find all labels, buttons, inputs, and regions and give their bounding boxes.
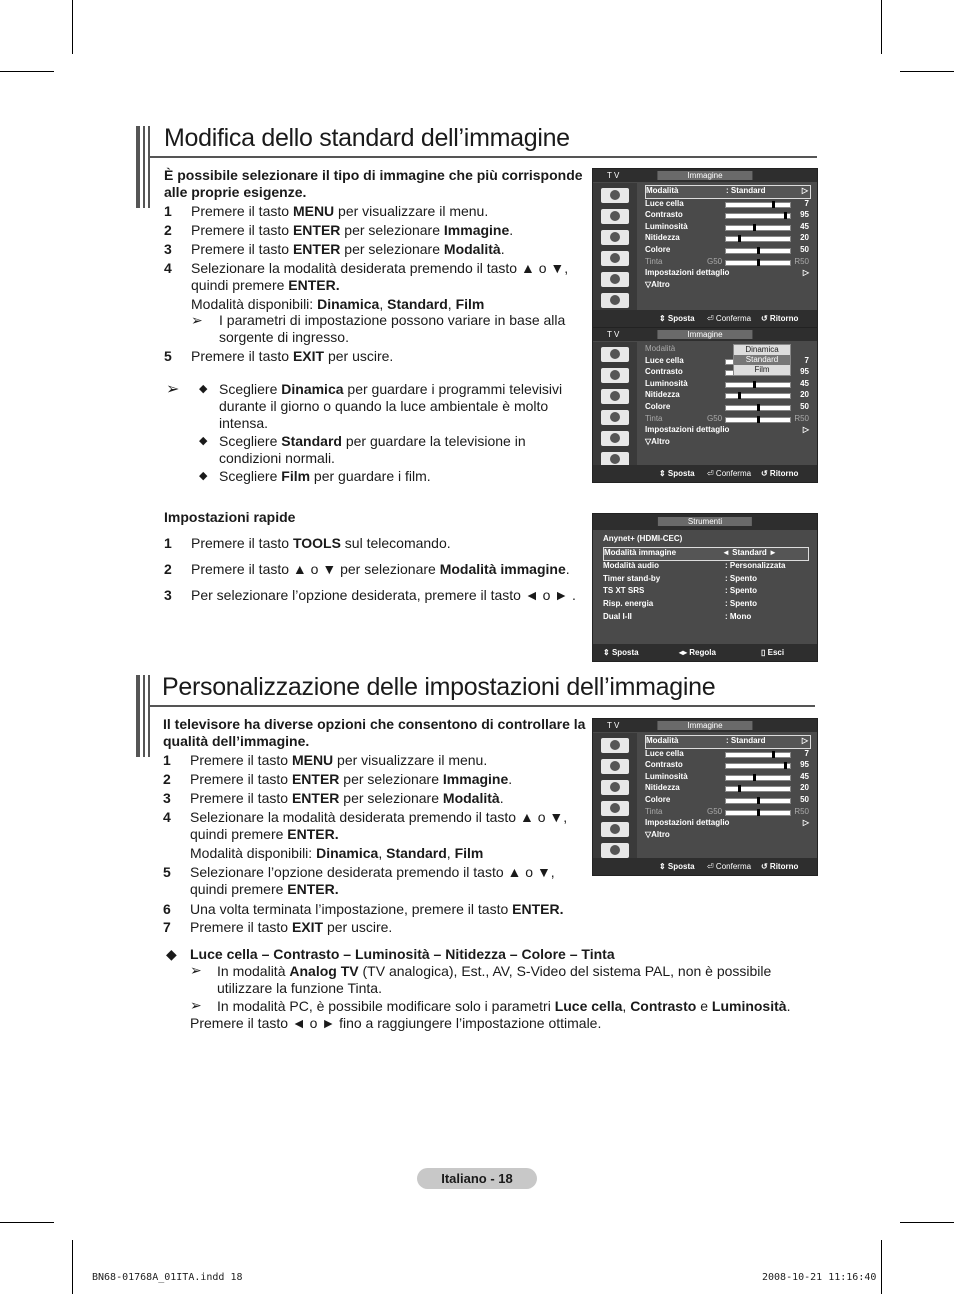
- step-number: 5: [164, 348, 172, 364]
- step-text: Per selezionare l’opzione desiderata, premere il tasto ◄ o ► .: [191, 587, 576, 603]
- note-analog: In modalità Analog TV (TV analogica), Est., AV, S-Video del sistema PAL, non è possibile utilizzare la funzione Tinta.: [217, 963, 772, 996]
- step-number: 6: [163, 901, 171, 917]
- title-rule: [150, 705, 815, 707]
- osd-row: Colore 50: [645, 401, 809, 411]
- osd-row: ▽Altro: [645, 436, 670, 446]
- osd-slider: [725, 225, 791, 231]
- osd-row: Modalità : Standard ▷: [645, 735, 811, 749]
- menu-category-icon: [601, 230, 629, 245]
- step-text: Premere il tasto TOOLS sul telecomando.: [191, 535, 451, 551]
- step-text: Premere il tasto ENTER per selezionare Immagine.: [191, 222, 514, 238]
- osd-row: Luce cella 7: [645, 748, 809, 758]
- menu-category-icon: [601, 822, 629, 837]
- osd-header: [593, 169, 817, 182]
- step-number: 2: [163, 771, 171, 787]
- osd-tv-label: T V: [607, 721, 620, 730]
- osd-title: Immagine: [657, 330, 752, 339]
- step-text: Premere il tasto MENU per visualizzare il menu.: [190, 752, 488, 768]
- osd-slider-knob: [757, 797, 760, 804]
- section-title: Modifica dello standard dell’immagine: [164, 124, 570, 152]
- osd-header: [593, 328, 817, 341]
- menu-category-icon: [601, 188, 629, 203]
- osd-row: Modalità: [645, 344, 676, 353]
- modes-line: Modalità disponibili: Dinamica, Standard, Film: [191, 296, 485, 312]
- date-slug: 2008-10-21 11:16:40: [762, 1272, 877, 1283]
- menu-category-icon: [601, 389, 629, 404]
- foot-move: Sposta: [611, 648, 639, 657]
- osd-slider: [725, 752, 791, 758]
- intro-text: È possibile selezionare il tipo di immagine che più corrisponde alle proprie esigenze.: [164, 167, 583, 200]
- osd-row: Impostazioni dettaglio ▷: [645, 268, 809, 278]
- osd-slider-knob: [772, 201, 775, 208]
- osd-slider-knob: [772, 751, 775, 758]
- tv-menu-screenshot: [592, 718, 818, 876]
- osd-slider-knob: [757, 259, 760, 266]
- osd-sidebar: [593, 183, 637, 310]
- tools-row: Modalità audio : Personalizzata: [603, 561, 786, 571]
- osd-sidebar: [593, 342, 637, 465]
- bullet-icon: ◆: [166, 946, 177, 962]
- tv-menu-screenshot: [592, 168, 818, 328]
- step-number: 3: [163, 790, 171, 806]
- osd-slider-knob: [757, 809, 760, 816]
- intro-text: Il televisore ha diverse opzioni che consentono di controllare la qualità dell’immagine.: [163, 716, 586, 749]
- section-title: Personalizzazione delle impostazioni dell’immagine: [162, 673, 716, 701]
- osd-slider-knob: [738, 392, 741, 399]
- osd-slider: [725, 417, 791, 423]
- menu-category-icon: [601, 209, 629, 224]
- osd-row: Nitidezza 20: [645, 390, 809, 400]
- osd-footer: ⇕ Sposta ⏎ Conferma ↺ Ritorno: [593, 858, 817, 875]
- step-number: 2: [164, 561, 172, 577]
- step-text: Premere il tasto ENTER per selezionare Immagine.: [190, 771, 513, 787]
- note-arrow-icon: ➢: [190, 962, 202, 978]
- osd-row: Contrasto 95: [645, 760, 809, 770]
- osd-footer: ⇕ Sposta ⏎ Conferma ↺ Ritorno: [593, 465, 817, 482]
- tools-menu-screenshot: Strumenti Anynet+ (HDMI-CEC) Modalità immagine ◄ Standard ► Modalità audio : Personalizzata Timer stand-by : Spento TS XT SRS : Spento Risp. energia : Spento Dual I-II : Mono ⇕ Sposta ◂▸ Regola ▯ Esci: [592, 513, 818, 662]
- note-text: I parametri di impostazione possono variare in base alla sorgente di ingresso.: [219, 312, 566, 345]
- osd-slider: [725, 405, 791, 411]
- menu-category-icon: [601, 738, 629, 753]
- step-number: 3: [164, 241, 172, 257]
- bullet-text: Scegliere Dinamica per guardare i programmi televisivi durante il giorno o quando la luce ambientale è molto intensa.: [219, 381, 563, 431]
- osd-tv-label: T V: [607, 330, 620, 339]
- osd-list: [645, 185, 811, 291]
- osd-slider: [725, 786, 791, 792]
- osd-row: Tinta G50 R50: [645, 806, 809, 816]
- step-text: Una volta terminata l’impostazione, premere il tasto ENTER.: [190, 901, 564, 917]
- osd-row: Colore 50: [645, 244, 809, 254]
- osd-slider: [725, 775, 791, 781]
- note-arrow-icon: ➢: [191, 312, 203, 328]
- step-number: 1: [164, 535, 172, 551]
- osd-title: Immagine: [657, 721, 752, 730]
- page-number: Italiano - 18: [417, 1168, 537, 1189]
- menu-category-icon: [601, 251, 629, 266]
- crop-mark: [900, 1222, 954, 1223]
- crop-mark: [900, 71, 954, 72]
- osd-slider: [725, 763, 791, 769]
- menu-category-icon: [601, 347, 629, 362]
- osd-slider-knob: [753, 224, 756, 231]
- bullet-text: Scegliere Standard per guardare la televisione in condizioni normali.: [219, 433, 526, 466]
- quick-title: Impostazioni rapide: [164, 509, 296, 525]
- osd-slider: [725, 798, 791, 804]
- osd-slider: [725, 202, 791, 208]
- osd-row: Luminosità 45: [645, 771, 809, 781]
- osd-row: Nitidezza 20: [645, 783, 809, 793]
- step-text: Premere il tasto MENU per visualizzare il menu.: [191, 203, 489, 219]
- tv-menu-dropdown-screenshot: [592, 327, 818, 483]
- osd-slider: [725, 382, 791, 388]
- osd-slider: [725, 260, 791, 266]
- step-number: 2: [164, 222, 172, 238]
- tools-row: Modalità immagine ◄ Standard ►: [603, 547, 809, 562]
- bullet-icon: ◆: [199, 435, 208, 447]
- step-number: 1: [163, 752, 171, 768]
- osd-title: Immagine: [657, 171, 752, 180]
- osd-slider: [725, 393, 791, 399]
- menu-category-icon: [601, 843, 629, 858]
- step-number: 1: [164, 203, 172, 219]
- foot-adjust: Regola: [689, 648, 716, 657]
- osd-tv-label: T V: [607, 171, 620, 180]
- step-number: 4: [164, 260, 172, 276]
- bullet-icon: ◆: [199, 470, 208, 482]
- osd-row: Tinta G50 R50: [645, 256, 809, 266]
- section-bars: [136, 126, 152, 208]
- menu-category-icon: [601, 272, 629, 287]
- step-number: 3: [164, 587, 172, 603]
- note-arrow-icon: ➢: [190, 997, 202, 1013]
- step-text: Premere il tasto ENTER per selezionare Modalità.: [191, 241, 505, 257]
- menu-category-icon: [601, 801, 629, 816]
- step-text: Premere il tasto ▲ o ▼ per selezionare Modalità immagine.: [191, 561, 570, 577]
- menu-category-icon: [601, 780, 629, 795]
- crop-mark: [72, 1240, 73, 1294]
- osd-slider: [725, 213, 791, 219]
- bullet-icon: ◆: [199, 383, 208, 395]
- tools-row: Anynet+ (HDMI-CEC): [603, 534, 683, 543]
- tools-title: Strumenti: [658, 517, 752, 526]
- modes-line: Modalità disponibili: Dinamica, Standard, Film: [190, 845, 484, 861]
- osd-row: Tinta G50 R50: [645, 413, 809, 423]
- crop-mark: [72, 0, 73, 54]
- osd-row: Luminosità 45: [645, 378, 809, 388]
- note-pc: In modalità PC, è possibile modificare solo i parametri Luce cella, Contrasto e Luminosità.: [217, 998, 791, 1014]
- bullet-text: Scegliere Film per guardare i film.: [219, 468, 431, 484]
- step-number: 4: [163, 809, 171, 825]
- osd-row: Contrasto 95: [645, 210, 809, 220]
- step-text: Selezionare la modalità desiderata premendo il tasto ▲ o ▼, quindi premere ENTER.: [191, 260, 569, 293]
- mode-dropdown: Dinamica Standard Film: [733, 344, 791, 376]
- tools-row: TS XT SRS : Spento: [603, 586, 757, 596]
- menu-category-icon: [601, 368, 629, 383]
- osd-slider-knob: [784, 762, 787, 769]
- osd-slider: [725, 810, 791, 816]
- osd-slider: [725, 236, 791, 242]
- step-text: Premere il tasto EXIT per uscire.: [190, 919, 393, 935]
- osd-slider-knob: [757, 247, 760, 254]
- title-rule: [150, 156, 817, 158]
- osd-row: Nitidezza 20: [645, 233, 809, 243]
- osd-row: Contrasto 95: [645, 367, 809, 377]
- menu-category-icon: [601, 410, 629, 425]
- osd-slider-knob: [753, 381, 756, 388]
- step-text: Selezionare la modalità desiderata premendo il tasto ▲ o ▼, quindi premere ENTER.: [190, 809, 568, 842]
- foot-exit: Esci: [767, 648, 785, 657]
- menu-category-icon: [601, 431, 629, 446]
- osd-footer: ⇕ Sposta ⏎ Conferma ↺ Ritorno: [593, 310, 817, 327]
- osd-header: [593, 719, 817, 732]
- crop-mark: [881, 1240, 882, 1294]
- osd-row: Modalità : Standard ▷: [645, 185, 811, 199]
- osd-row: Luce cella 7: [645, 355, 809, 365]
- menu-category-icon: [601, 293, 629, 308]
- osd-slider: [725, 248, 791, 254]
- tip-arrow-icon: ➢: [166, 381, 180, 398]
- osd-row: ▽Altro: [645, 279, 670, 289]
- note-adjust: Premere il tasto ◄ o ► fino a raggiungere l’impostazione ottimale.: [190, 1015, 602, 1031]
- osd-slider-knob: [738, 785, 741, 792]
- tools-row: Risp. energia : Spento: [603, 598, 757, 608]
- osd-row: Colore 50: [645, 794, 809, 804]
- osd-slider-knob: [753, 774, 756, 781]
- menu-category-icon: [601, 759, 629, 774]
- osd-slider-knob: [757, 416, 760, 423]
- osd-row: Luminosità 45: [645, 221, 809, 231]
- crop-mark: [0, 71, 54, 72]
- osd-row: Luce cella 7: [645, 198, 809, 208]
- osd-row: Impostazioni dettaglio ▷: [645, 425, 809, 435]
- osd-row: ▽Altro: [645, 829, 670, 839]
- crop-mark: [0, 1222, 54, 1223]
- tools-row: Dual I-II : Mono: [603, 611, 752, 621]
- osd-row: Impostazioni dettaglio ▷: [645, 818, 809, 828]
- osd-slider-knob: [784, 212, 787, 219]
- osd-list: [645, 735, 811, 841]
- step-text: Premere il tasto EXIT per uscire.: [191, 348, 394, 364]
- osd-slider-knob: [738, 235, 741, 242]
- step-number: 7: [163, 919, 171, 935]
- params-line: Luce cella – Contrasto – Luminosità – Nitidezza – Colore – Tinta: [190, 946, 615, 962]
- section-bars: [136, 675, 152, 757]
- step-text: Premere il tasto ENTER per selezionare Modalità.: [190, 790, 504, 806]
- crop-mark: [881, 0, 882, 54]
- osd-sidebar: [593, 733, 637, 858]
- step-text: Selezionare l’opzione desiderata premendo il tasto ▲ o ▼, quindi premere ENTER.: [190, 864, 555, 897]
- file-slug: BN68-01768A_01ITA.indd 18: [92, 1272, 243, 1283]
- tools-row: Timer stand-by : Spento: [603, 573, 757, 583]
- step-number: 5: [163, 864, 171, 880]
- osd-slider-knob: [757, 404, 760, 411]
